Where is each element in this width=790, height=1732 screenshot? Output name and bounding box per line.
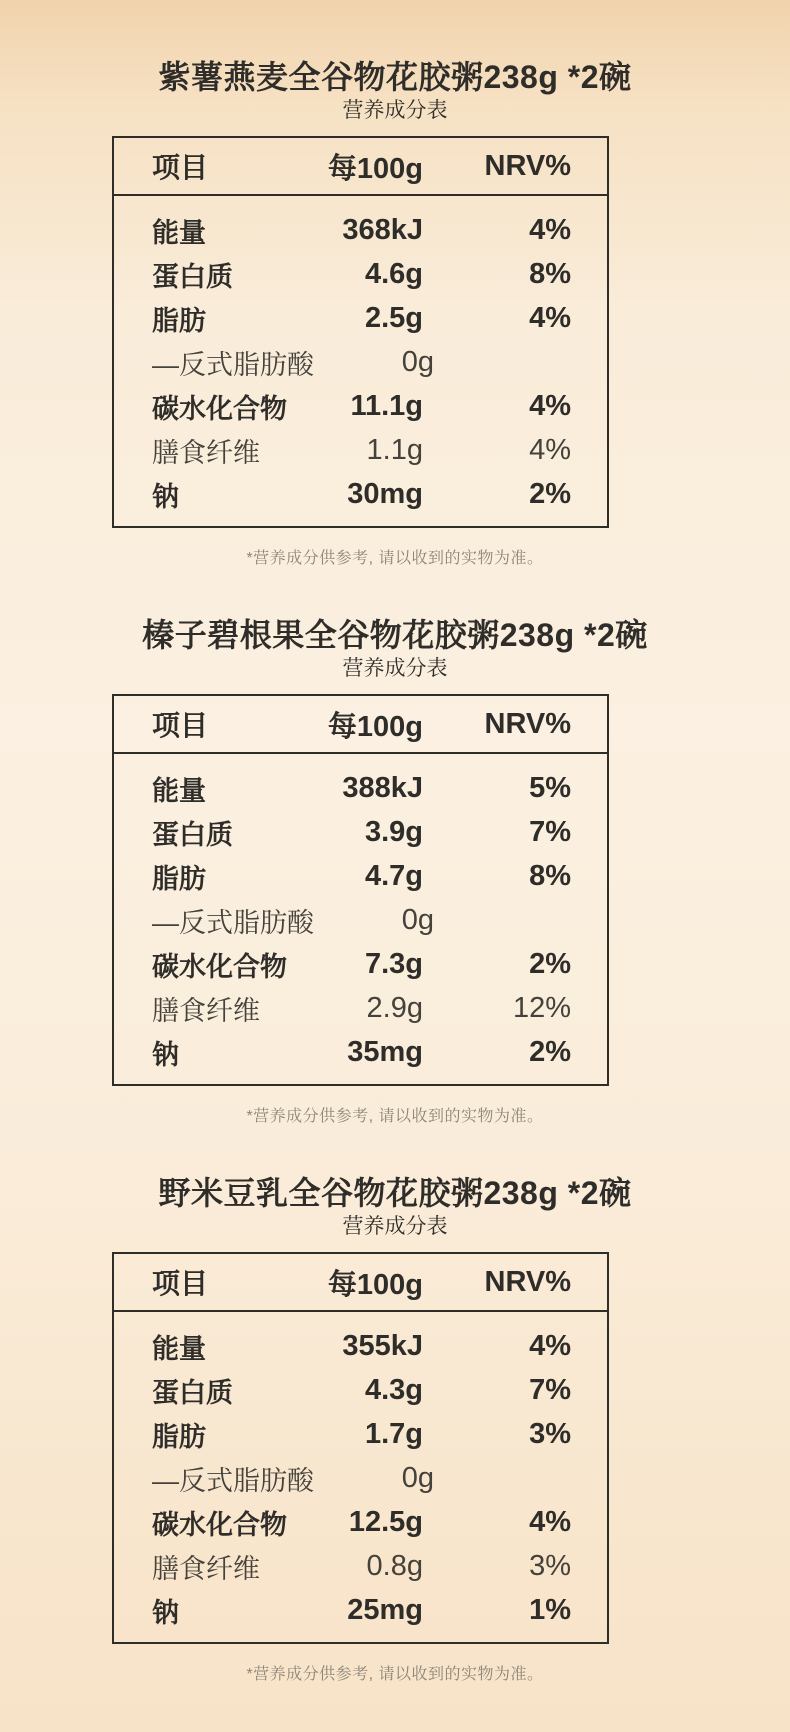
nutrient-amount: 0g (401, 1461, 434, 1494)
table-row (114, 252, 607, 296)
nutrient-nrv: 7% (529, 1373, 571, 1406)
table-row (114, 1412, 607, 1456)
nutrient-amount: 11.1g (350, 389, 423, 422)
header-nrv-percent: NRV% (484, 707, 571, 740)
table-header-row (114, 138, 607, 196)
nutrient-nrv: 4% (529, 213, 571, 246)
table-row (114, 208, 607, 252)
nutrient-nrv: 7% (529, 815, 571, 848)
nutrient-nrv: 4% (529, 1329, 571, 1362)
table-header-row (114, 1254, 607, 1312)
table-row (114, 1500, 607, 1544)
nutrient-amount: 25mg (347, 1593, 423, 1626)
nutrition-table-subtitle: 营养成分表 (342, 657, 448, 680)
nutrient-label: 钠 (152, 1039, 179, 1070)
nutrient-nrv: 2% (529, 947, 571, 980)
table-row (114, 766, 607, 810)
nutrition-table (112, 1252, 609, 1644)
nutrient-label: 碳水化合物 (152, 951, 287, 982)
nutrient-label: —反式脂肪酸 (152, 349, 314, 380)
table-body (114, 196, 607, 526)
nutrient-amount: 4.7g (364, 859, 423, 892)
product-title: 野米豆乳全谷物花胶粥238g *2碗 (158, 1175, 632, 1211)
nutrient-label: 脂肪 (152, 305, 206, 336)
table-row (114, 1324, 607, 1368)
nutrition-footnote: *营养成分供参考, 请以收到的实物为准。 (246, 1666, 544, 1683)
nutrition-table (112, 694, 609, 1086)
header-item: 项目 (152, 710, 209, 741)
table-body (114, 1312, 607, 1642)
table-row (114, 384, 607, 428)
table-row (114, 942, 607, 986)
nutrient-amount: 7.3g (364, 947, 423, 980)
nutrition-footnote: *营养成分供参考, 请以收到的实物为准。 (246, 1108, 544, 1125)
table-row (114, 296, 607, 340)
nutrient-amount: 4.6g (364, 257, 423, 290)
nutrient-label: 钠 (152, 481, 179, 512)
nutrient-amount: 0g (401, 345, 434, 378)
nutrient-nrv: 8% (529, 859, 571, 892)
nutrient-nrv: 2% (529, 477, 571, 510)
table-row (114, 854, 607, 898)
nutrient-amount: 3.9g (364, 815, 423, 848)
nutrient-label: 脂肪 (152, 863, 206, 894)
table-row (114, 340, 607, 384)
nutrient-label: 蛋白质 (152, 819, 233, 850)
nutrient-label: 碳水化合物 (152, 393, 287, 424)
nutrition-table (112, 136, 609, 528)
nutrient-label: 膳食纤维 (152, 995, 260, 1026)
nutrient-amount: 30mg (347, 477, 423, 510)
nutrient-nrv: 4% (529, 389, 571, 422)
nutrition-table-subtitle: 营养成分表 (342, 1215, 448, 1238)
nutrient-amount: 4.3g (364, 1373, 423, 1406)
nutrient-nrv: 3% (529, 1417, 571, 1450)
nutrient-amount: 0g (401, 903, 434, 936)
nutrient-label: 膳食纤维 (152, 437, 260, 468)
nutrient-amount: 368kJ (342, 213, 423, 246)
nutrient-nrv: 3% (529, 1549, 571, 1582)
table-row (114, 1456, 607, 1500)
nutrient-nrv: 2% (529, 1035, 571, 1068)
header-per-100g: 每100g (327, 710, 423, 743)
nutrient-label: 蛋白质 (152, 261, 233, 292)
header-item: 项目 (152, 152, 209, 183)
nutrient-nrv: 1% (529, 1593, 571, 1626)
nutrient-amount: 12.5g (348, 1505, 423, 1538)
nutrient-label: 碳水化合物 (152, 1509, 287, 1540)
nutrient-amount: 1.1g (366, 433, 423, 466)
nutrient-nrv: 4% (529, 433, 571, 466)
nutrient-label: 能量 (152, 1333, 206, 1364)
header-item: 项目 (152, 1268, 209, 1299)
nutrient-amount: 35mg (347, 1035, 423, 1068)
nutrient-amount: 2.9g (366, 991, 423, 1024)
table-row (114, 428, 607, 472)
header-nrv-percent: NRV% (484, 1265, 571, 1298)
nutrient-nrv: 8% (529, 257, 571, 290)
nutrient-label: 能量 (152, 217, 206, 248)
table-row (114, 472, 607, 516)
nutrition-table-subtitle: 营养成分表 (342, 99, 448, 122)
nutrient-amount: 355kJ (342, 1329, 423, 1362)
nutrient-nrv: 5% (529, 771, 571, 804)
nutrient-label: 钠 (152, 1597, 179, 1628)
nutrient-label: 能量 (152, 775, 206, 806)
nutrient-amount: 0.8g (366, 1549, 423, 1582)
table-body (114, 754, 607, 1084)
nutrient-label: —反式脂肪酸 (152, 1465, 314, 1496)
nutrient-nrv: 4% (529, 301, 571, 334)
table-row (114, 1588, 607, 1632)
product-nutrition-section (0, 1176, 790, 1684)
product-nutrition-section (0, 618, 790, 1126)
nutrient-label: 膳食纤维 (152, 1553, 260, 1584)
product-title: 紫薯燕麦全谷物花胶粥238g *2碗 (158, 59, 632, 95)
product-title: 榛子碧根果全谷物花胶粥238g *2碗 (142, 617, 648, 653)
nutrient-nrv: 12% (512, 991, 571, 1024)
nutrient-amount: 2.5g (364, 301, 423, 334)
nutrition-footnote: *营养成分供参考, 请以收到的实物为准。 (246, 550, 544, 567)
table-row (114, 1368, 607, 1412)
product-nutrition-section (0, 60, 790, 568)
nutrient-amount: 1.7g (364, 1417, 423, 1450)
nutrient-nrv: 4% (529, 1505, 571, 1538)
nutrient-label: 蛋白质 (152, 1377, 233, 1408)
nutrient-amount: 388kJ (342, 771, 423, 804)
table-row (114, 898, 607, 942)
table-row (114, 810, 607, 854)
nutrient-label: —反式脂肪酸 (152, 907, 314, 938)
nutrient-label: 脂肪 (152, 1421, 206, 1452)
table-row (114, 1544, 607, 1588)
table-header-row (114, 696, 607, 754)
table-row (114, 1030, 607, 1074)
header-per-100g: 每100g (327, 152, 423, 185)
header-nrv-percent: NRV% (484, 149, 571, 182)
table-row (114, 986, 607, 1030)
header-per-100g: 每100g (327, 1268, 423, 1301)
